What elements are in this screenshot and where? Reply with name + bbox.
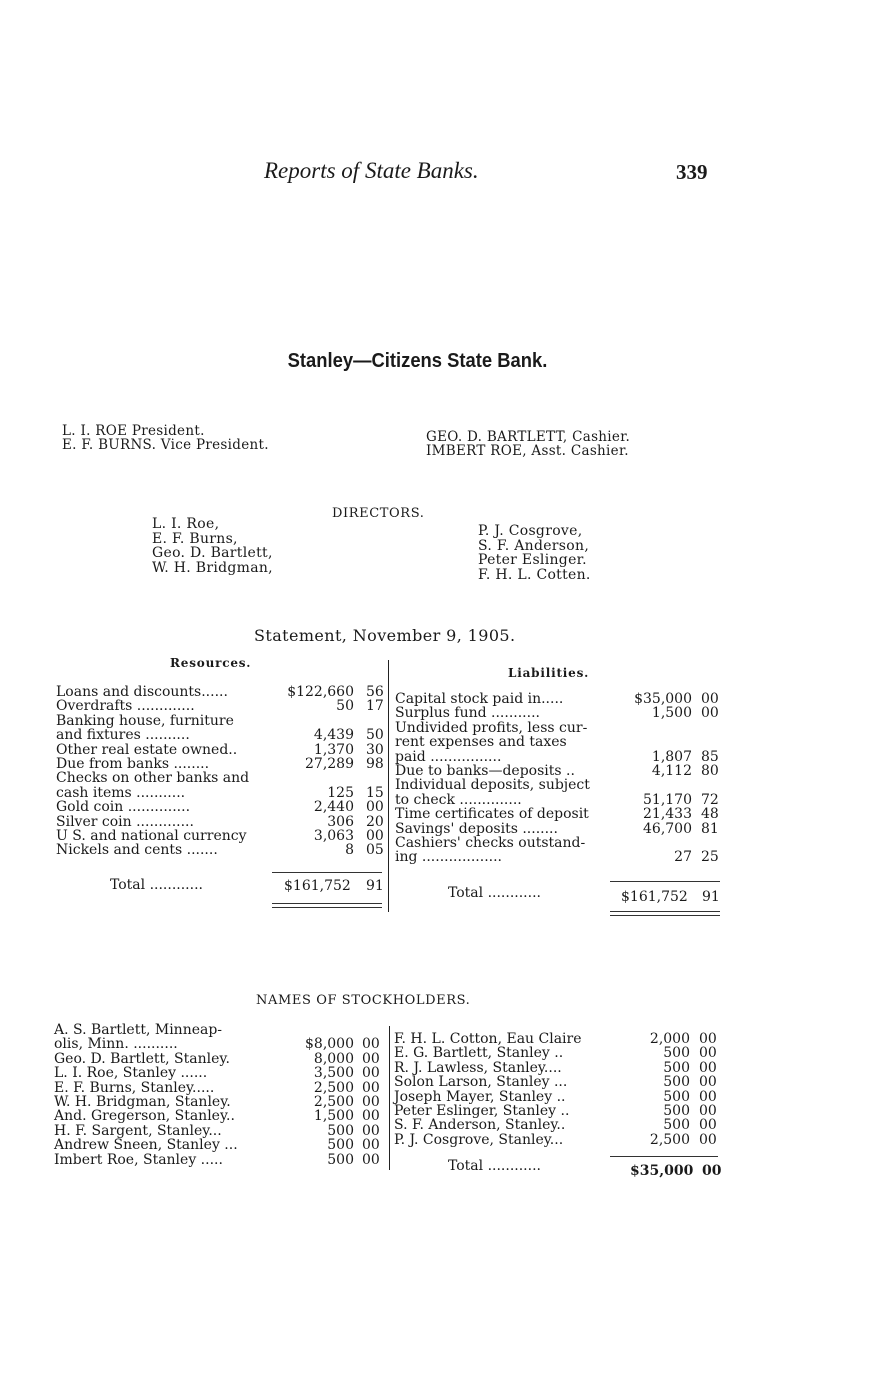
table-row xyxy=(56,699,386,713)
row-label: Silver coin ............. xyxy=(56,813,194,830)
stockholder-cents: 00 xyxy=(362,1151,380,1168)
stockholder-cents: 00 xyxy=(362,1036,380,1053)
officers-left xyxy=(62,424,269,452)
total-double-rule xyxy=(272,907,382,908)
director-name: L. I. Roe, xyxy=(152,516,220,532)
total-double-rule xyxy=(272,903,382,904)
table-row xyxy=(395,750,725,764)
directors-right xyxy=(478,524,591,582)
row-label: and fixtures .......... xyxy=(56,727,190,744)
row-label: Time certificates of deposit xyxy=(395,806,589,823)
list-item xyxy=(394,1032,724,1046)
stockholder-dollars: 500 xyxy=(663,1045,690,1062)
stockholder-cents: 00 xyxy=(699,1059,717,1076)
director-name: F. H. L. Cotten. xyxy=(478,566,591,583)
list-item xyxy=(54,1138,384,1152)
row-cents: 50 xyxy=(366,727,384,744)
stockholder-cents: 00 xyxy=(699,1045,717,1062)
director-name: P. J. Cosgrove, xyxy=(478,523,583,539)
liabilities-total-cents: 91 xyxy=(702,889,720,905)
stockholder-dollars: 500 xyxy=(663,1102,690,1119)
list-item xyxy=(54,1095,384,1109)
subtotal-rule xyxy=(272,872,382,873)
stockholder-dollars: 500 xyxy=(327,1137,354,1154)
stockholder-name: And. Gregerson, Stanley.. xyxy=(54,1108,235,1125)
row-dollars: 306 xyxy=(327,813,354,830)
table-row xyxy=(395,735,725,749)
row-dollars: 125 xyxy=(327,784,354,801)
row-dollars: 1,807 xyxy=(651,748,692,765)
liabilities-table xyxy=(395,692,725,865)
table-row xyxy=(395,807,725,821)
stockholder-name: F. H. L. Cotton, Eau Claire xyxy=(394,1031,582,1047)
stockholder-cents: 00 xyxy=(362,1093,380,1110)
row-label: Due from banks ........ xyxy=(56,755,210,772)
list-item xyxy=(54,1081,384,1095)
table-row xyxy=(395,822,725,836)
bank-title: Stanley—Citizens State Bank. xyxy=(287,350,548,372)
stockholder-cents: 00 xyxy=(362,1122,380,1139)
stockholder-cents: 00 xyxy=(699,1031,717,1047)
row-cents: 17 xyxy=(366,698,384,715)
row-label: rent expenses and taxes xyxy=(395,734,567,751)
stockholder-name: P. J. Cosgrove, Stanley... xyxy=(394,1131,564,1148)
stockholder-name: W. H. Bridgman, Stanley. xyxy=(54,1093,231,1110)
row-label: Capital stock paid in..... xyxy=(395,691,564,707)
stockholder-cents: 00 xyxy=(699,1088,717,1105)
row-label: Gold coin .............. xyxy=(56,799,191,816)
row-cents: 81 xyxy=(701,820,719,837)
row-dollars: 21,433 xyxy=(643,806,692,823)
subtotal-rule xyxy=(610,1156,718,1157)
resources-total-dollars: $161,752 xyxy=(284,878,351,894)
stockholder-cents: 00 xyxy=(699,1117,717,1134)
running-head: Reports of State Banks. xyxy=(264,158,479,183)
list-item xyxy=(394,1046,724,1060)
statement-title: Statement, November 9, 1905. xyxy=(254,626,516,645)
list-item xyxy=(394,1090,724,1104)
row-label: Individual deposits, subject xyxy=(395,777,590,794)
total-double-rule xyxy=(610,915,720,916)
row-cents: 00 xyxy=(701,691,719,707)
list-item xyxy=(54,1023,384,1037)
resources-heading: Resources. xyxy=(170,656,252,670)
row-label: to check .............. xyxy=(395,791,522,808)
stockholder-name: olis, Minn. .......... xyxy=(54,1036,178,1053)
stockholder-name: E. G. Bartlett, Stanley .. xyxy=(394,1045,564,1062)
resources-total-cents: 91 xyxy=(366,878,384,894)
stockholder-cents: 00 xyxy=(362,1079,380,1096)
stockholder-dollars: 500 xyxy=(327,1151,354,1168)
stockholder-cents: 00 xyxy=(699,1074,717,1091)
liabilities-heading: Liabilities. xyxy=(508,666,590,680)
table-row xyxy=(56,685,386,699)
table-row xyxy=(56,743,386,757)
officer-president: L. I. ROE President. xyxy=(62,423,205,439)
row-label: U S. and national currency xyxy=(56,827,247,844)
list-item xyxy=(54,1124,384,1138)
row-cents: 80 xyxy=(701,762,719,779)
row-cents: 05 xyxy=(366,842,384,859)
row-cents: 15 xyxy=(366,784,384,801)
stockholder-dollars: 2,500 xyxy=(649,1131,690,1148)
stockholder-dollars: 500 xyxy=(663,1074,690,1091)
stockholders-left xyxy=(54,1023,384,1167)
list-item xyxy=(394,1061,724,1075)
stockholder-name: L. I. Roe, Stanley ...... xyxy=(54,1065,208,1082)
stockholder-name: H. F. Sargent, Stanley... xyxy=(54,1122,222,1139)
list-item xyxy=(54,1109,384,1123)
officer-asst-cashier: IMBERT ROE, Asst. Cashier. xyxy=(426,443,629,459)
row-dollars: 4,439 xyxy=(313,727,354,744)
stockholder-name: S. F. Anderson, Stanley.. xyxy=(394,1117,566,1134)
stockholder-cents: 00 xyxy=(699,1102,717,1119)
row-label: Overdrafts ............. xyxy=(56,698,195,715)
stockholders-heading: NAMES OF STOCKHOLDERS. xyxy=(256,993,471,1008)
table-row xyxy=(395,778,725,792)
row-dollars: 4,112 xyxy=(651,762,692,779)
row-label: Undivided profits, less cur- xyxy=(395,719,588,736)
row-dollars: 46,700 xyxy=(643,820,692,837)
list-item xyxy=(54,1066,384,1080)
row-label: Surplus fund ........... xyxy=(395,705,540,722)
row-cents: 98 xyxy=(366,755,384,772)
row-label: Banking house, furniture xyxy=(56,712,234,729)
officer-vice-president: E. F. BURNS. Vice President. xyxy=(62,437,269,453)
list-item xyxy=(394,1104,724,1118)
row-dollars: 51,170 xyxy=(643,791,692,808)
stockholders-total-cents: 00 xyxy=(702,1163,722,1179)
table-row xyxy=(395,836,725,850)
row-dollars: 27 xyxy=(674,849,692,866)
row-cents: 30 xyxy=(366,741,384,758)
stockholder-dollars: 2,500 xyxy=(313,1079,354,1096)
list-item xyxy=(394,1118,724,1132)
row-dollars: 2,440 xyxy=(313,799,354,816)
director-name: W. H. Bridgman, xyxy=(152,559,273,576)
stockholder-dollars: 500 xyxy=(663,1059,690,1076)
liabilities-total-dollars: $161,752 xyxy=(621,889,688,905)
stockholder-dollars: 2,500 xyxy=(313,1093,354,1110)
table-row xyxy=(395,793,725,807)
table-row xyxy=(56,829,386,843)
row-cents: 48 xyxy=(701,806,719,823)
table-row xyxy=(395,850,725,864)
stockholder-dollars: 500 xyxy=(663,1117,690,1134)
resources-total-label: Total ............ xyxy=(110,877,203,893)
table-row xyxy=(56,771,386,785)
list-item xyxy=(54,1037,384,1051)
stockholder-name: A. S. Bartlett, Minneap- xyxy=(54,1022,223,1038)
row-label: Loans and discounts...... xyxy=(56,684,228,700)
row-cents: 85 xyxy=(701,748,719,765)
directors-left xyxy=(152,517,273,575)
table-row xyxy=(395,721,725,735)
stockholders-total-dollars: $35,000 xyxy=(630,1163,694,1179)
row-dollars: 1,500 xyxy=(651,705,692,722)
director-name: E. F. Burns, xyxy=(152,530,238,547)
stockholder-name: Geo. D. Bartlett, Stanley. xyxy=(54,1050,230,1067)
list-item xyxy=(54,1153,384,1167)
liabilities-total-label: Total ............ xyxy=(448,885,541,901)
table-row xyxy=(56,843,386,857)
table-row xyxy=(395,692,725,706)
row-dollars: 50 xyxy=(336,698,354,715)
row-label: Savings' deposits ........ xyxy=(395,820,558,837)
resources-table xyxy=(56,685,386,858)
table-row xyxy=(56,786,386,800)
row-cents: 00 xyxy=(366,799,384,816)
row-cents: 20 xyxy=(366,813,384,830)
stockholders-right xyxy=(394,1032,724,1147)
table-row xyxy=(395,706,725,720)
row-label: paid ................ xyxy=(395,748,502,765)
stockholder-cents: 00 xyxy=(362,1108,380,1125)
column-divider xyxy=(389,1026,390,1170)
stockholder-name: Joseph Mayer, Stanley .. xyxy=(394,1088,566,1105)
stockholder-name: Solon Larson, Stanley ... xyxy=(394,1074,568,1091)
row-label: Cashiers' checks outstand- xyxy=(395,834,586,851)
stockholder-name: R. J. Lawless, Stanley.... xyxy=(394,1059,562,1076)
row-dollars: 8 xyxy=(345,842,354,859)
page-number: 339 xyxy=(676,160,708,184)
stockholder-cents: 00 xyxy=(362,1065,380,1082)
stockholder-cents: 00 xyxy=(362,1050,380,1067)
stockholder-dollars: 2,000 xyxy=(649,1031,690,1047)
stockholder-dollars: 500 xyxy=(663,1088,690,1105)
list-item xyxy=(394,1133,724,1147)
table-row xyxy=(56,728,386,742)
director-name: S. F. Anderson, xyxy=(478,537,590,554)
table-row xyxy=(56,800,386,814)
stockholder-dollars: 8,000 xyxy=(313,1050,354,1067)
stockholder-name: Andrew Sneen, Stanley ... xyxy=(54,1137,238,1154)
director-name: Geo. D. Bartlett, xyxy=(152,545,273,561)
table-row xyxy=(56,757,386,771)
stockholder-dollars: $8,000 xyxy=(305,1036,354,1053)
officers-right xyxy=(426,430,630,458)
stockholders-total-label: Total ............ xyxy=(448,1158,541,1174)
total-double-rule xyxy=(610,911,720,912)
row-label: cash items ........... xyxy=(56,784,186,801)
stockholder-cents: 00 xyxy=(362,1137,380,1154)
row-cents: 72 xyxy=(701,791,719,808)
list-item xyxy=(394,1075,724,1089)
officer-cashier: GEO. D. BARTLETT, Cashier. xyxy=(426,429,631,445)
row-dollars: 27,289 xyxy=(305,755,354,772)
stockholder-name: Imbert Roe, Stanley ..... xyxy=(54,1151,223,1168)
row-label: Other real estate owned.. xyxy=(56,741,238,758)
row-cents: 25 xyxy=(701,849,719,866)
column-divider xyxy=(388,660,389,912)
row-cents: 56 xyxy=(366,684,384,700)
row-dollars: 1,370 xyxy=(313,741,354,758)
row-label: Due to banks—deposits .. xyxy=(395,762,575,779)
list-item xyxy=(54,1052,384,1066)
stockholder-dollars: 1,500 xyxy=(313,1108,354,1125)
row-dollars: 3,063 xyxy=(313,827,354,844)
director-name: Peter Eslinger. xyxy=(478,552,587,568)
stockholder-name: Peter Eslinger, Stanley .. xyxy=(394,1102,570,1119)
row-dollars: $122,660 xyxy=(287,684,354,700)
row-label: Nickels and cents ....... xyxy=(56,842,218,859)
stockholder-dollars: 3,500 xyxy=(313,1065,354,1082)
stockholder-name: E. F. Burns, Stanley..... xyxy=(54,1079,215,1096)
table-row xyxy=(56,714,386,728)
directors-heading: DIRECTORS. xyxy=(332,506,425,521)
row-cents: 00 xyxy=(366,827,384,844)
row-label: Checks on other banks and xyxy=(56,770,250,787)
table-row xyxy=(395,764,725,778)
stockholder-cents: 00 xyxy=(699,1131,717,1148)
row-label: ing .................. xyxy=(395,849,503,866)
subtotal-rule xyxy=(610,881,720,882)
row-cents: 00 xyxy=(701,705,719,722)
table-row xyxy=(56,815,386,829)
row-dollars: $35,000 xyxy=(634,691,692,707)
stockholder-dollars: 500 xyxy=(327,1122,354,1139)
